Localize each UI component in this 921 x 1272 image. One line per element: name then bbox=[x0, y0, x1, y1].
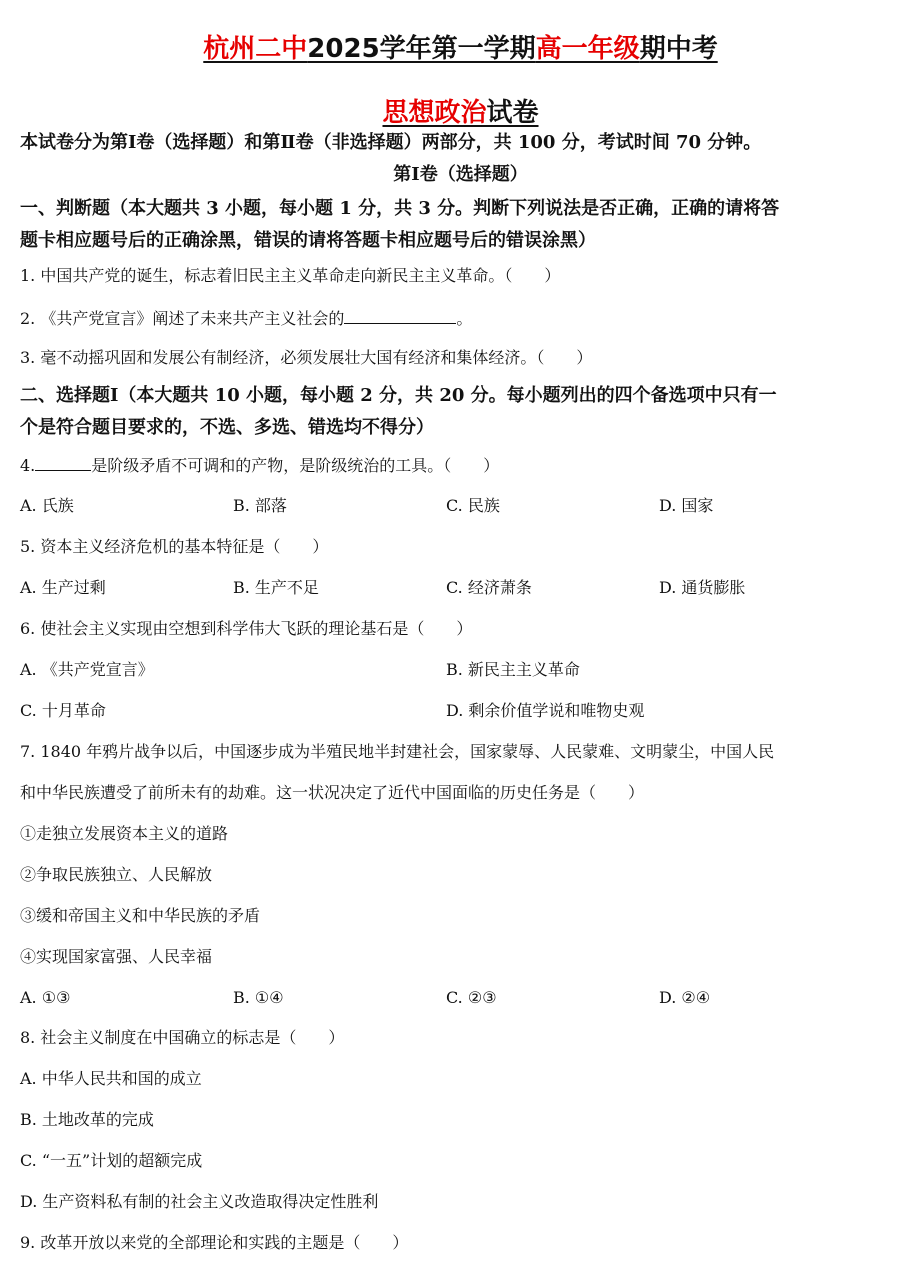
option-c: C. 民族 bbox=[446, 496, 500, 515]
question-4-number: 4. bbox=[20, 456, 36, 475]
exam-subtitle bbox=[0, 92, 921, 129]
question-7-item-4: ④实现国家富强、人民幸福 bbox=[20, 947, 213, 966]
question-4-text: 是阶级矛盾不可调和的产物，是阶级统治的工具。（ ） bbox=[91, 456, 500, 475]
option-b: B. 生产不足 bbox=[233, 578, 319, 597]
question-1: 1. 中国共产党的诞生，标志着旧民主主义革命走向新民主主义革命。（ ） bbox=[20, 266, 561, 285]
question-5: 5. 资本主义经济危机的基本特征是（ ） bbox=[20, 537, 329, 556]
option-a: A. 生产过剩 bbox=[20, 578, 106, 597]
option-b: B. ①④ bbox=[233, 988, 284, 1007]
option-d: D. 通货膨胀 bbox=[659, 578, 746, 597]
option-a: A. 氏族 bbox=[20, 496, 74, 515]
question-8-option-a: A. 中华人民共和国的成立 bbox=[20, 1069, 202, 1088]
option-b: B. 部落 bbox=[233, 496, 287, 515]
question-6: 6. 使社会主义实现由空想到科学伟大飞跃的理论基石是（ ） bbox=[20, 619, 473, 638]
question-2-text: 2. 《共产党宣言》阐述了未来共产主义社会的 bbox=[20, 309, 345, 328]
part1-heading: 第Ⅰ卷（选择题） bbox=[393, 164, 528, 185]
exam-title bbox=[0, 28, 921, 65]
paper-label: 试卷 bbox=[486, 98, 539, 128]
section2-heading-line2: 个是符合题目要求的，不选、多选、错选均不得分） bbox=[20, 417, 434, 438]
question-7-item-2: ②争取民族独立、人民解放 bbox=[20, 865, 213, 884]
option-a: A. ①③ bbox=[20, 988, 71, 1007]
term-text: 2025学年第一学期 bbox=[307, 34, 536, 64]
question-8-option-c: C. “一五”计划的超额完成 bbox=[20, 1151, 203, 1170]
answer-blank bbox=[344, 307, 456, 324]
option-b: B. 新民主主义革命 bbox=[446, 660, 580, 679]
option-d: D. 国家 bbox=[659, 496, 714, 515]
intro-text: 本试卷分为第Ⅰ卷（选择题）和第Ⅱ卷（非选择题）两部分，共 100 分，考试时间 70 分钟。 bbox=[20, 132, 762, 153]
option-d: D. ②④ bbox=[659, 988, 711, 1007]
school-name: 杭州二中 bbox=[203, 34, 308, 64]
option-c: C. 十月革命 bbox=[20, 701, 106, 720]
answer-blank bbox=[35, 454, 91, 471]
section1-heading-line1: 一、判断题（本大题共 3 小题，每小题 1 分，共 3 分。判断下列说法是否正确，正确的请将答 bbox=[20, 198, 780, 219]
question-2-end: 。 bbox=[456, 309, 473, 328]
question-3: 3. 毫不动摇巩固和发展公有制经济，必须发展壮大国有经济和集体经济。（ ） bbox=[20, 348, 593, 367]
question-8-option-d: D. 生产资料私有制的社会主义改造取得决定性胜利 bbox=[20, 1192, 379, 1211]
question-7-line2: 和中华民族遭受了前所未有的劫难。这一状况决定了近代中国面临的历史任务是（ ） bbox=[20, 783, 645, 802]
question-7-item-3: ③缓和帝国主义和中华民族的矛盾 bbox=[20, 906, 261, 925]
question-7-line1: 7. 1840 年鸦片战争以后，中国逐步成为半殖民地半封建社会，国家蒙辱、人民蒙难、文明蒙尘，中国人民 bbox=[20, 742, 775, 761]
question-8: 8. 社会主义制度在中国确立的标志是（ ） bbox=[20, 1028, 345, 1047]
question-8-option-b: B. 土地改革的完成 bbox=[20, 1110, 154, 1129]
option-c: C. 经济萧条 bbox=[446, 578, 532, 597]
question-4 bbox=[20, 454, 901, 477]
option-d: D. 剩余价值学说和唯物史观 bbox=[446, 701, 645, 720]
question-7-item-1: ①走独立发展资本主义的道路 bbox=[20, 824, 229, 843]
option-c: C. ②③ bbox=[446, 988, 497, 1007]
exam-type: 期中考 bbox=[639, 34, 718, 64]
subject-name: 思想政治 bbox=[382, 98, 487, 128]
section2-heading-line1: 二、选择题Ⅰ（本大题共 10 小题，每小题 2 分，共 20 分。每小题列出的四个备选项中只有一 bbox=[20, 385, 777, 406]
question-9: 9. 改革开放以来党的全部理论和实践的主题是（ ） bbox=[20, 1233, 409, 1252]
grade-text: 高一年级 bbox=[535, 34, 640, 64]
section1-heading-line2: 题卡相应题号后的正确涂黑，错误的请将答题卡相应题号后的错误涂黑） bbox=[20, 230, 596, 251]
question-2 bbox=[20, 307, 901, 330]
option-a: A. 《共产党宣言》 bbox=[20, 660, 154, 679]
